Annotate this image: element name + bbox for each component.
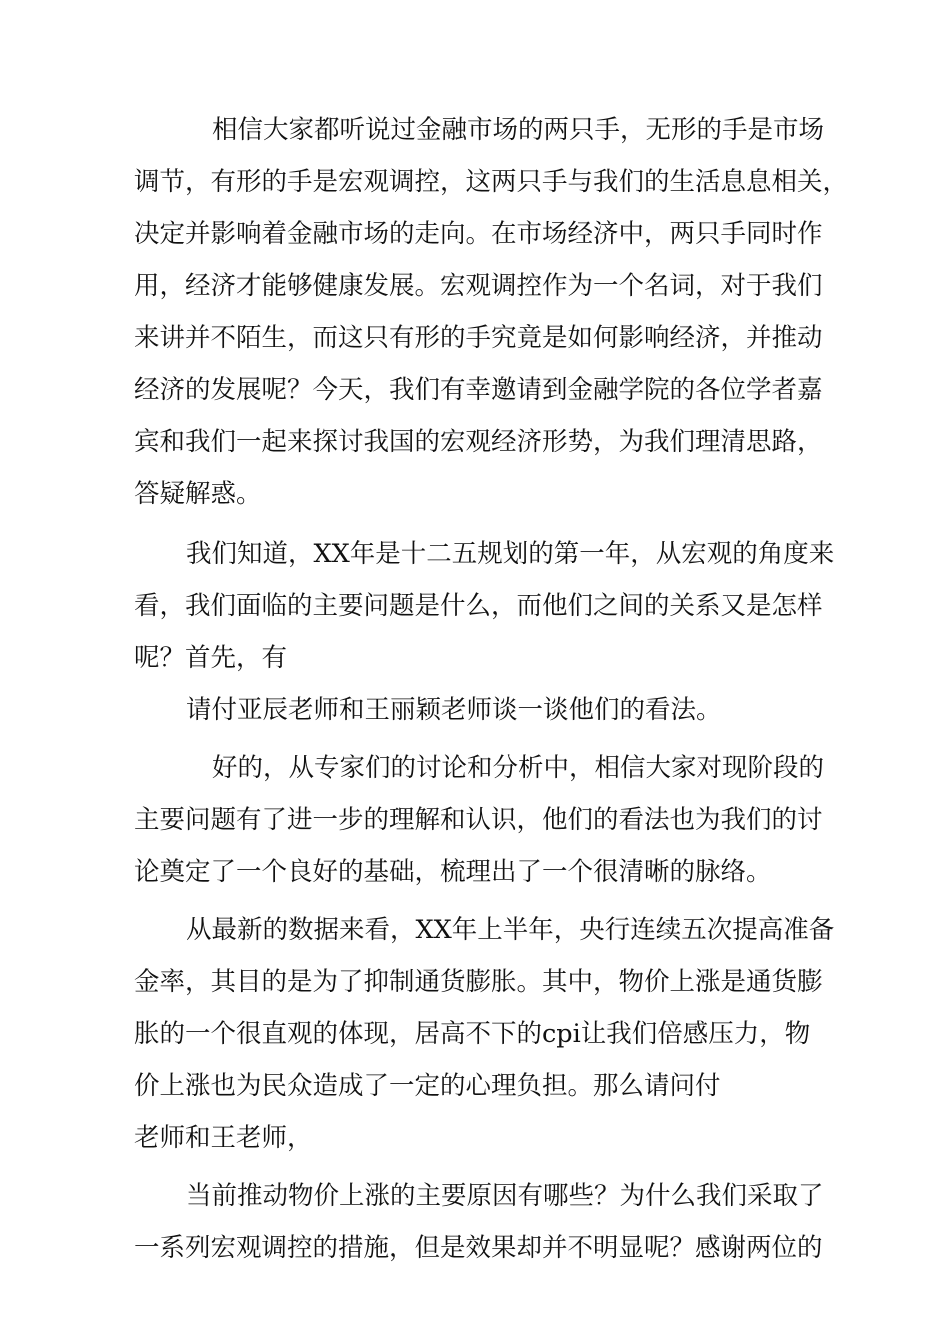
- paragraph-2-line-2: 看，我们面临的主要问题是什么，而他们之间的关系又是怎样: [134, 591, 823, 621]
- paragraph-1-line-6: 经济的发展呢？今天，我们有幸邀请到金融学院的各位学者嘉: [134, 375, 823, 405]
- paragraph-1-line-1: 相信大家都听说过金融市场的两只手，无形的手是市场: [212, 115, 825, 145]
- paragraph-1-line-3: 决定并影响着金融市场的走向。在市场经济中，两只手同时作: [134, 219, 823, 249]
- paragraph-1-line-5: 来讲并不陌生，而这只有形的手究竟是如何影响经济，并推动: [134, 323, 823, 353]
- paragraph-1-line-7: 宾和我们一起来探讨我国的宏观经济形势，为我们理清思路，: [134, 427, 823, 457]
- paragraph-6-line-1: 当前推动物价上涨的主要原因有哪些？为什么我们采取了: [186, 1181, 824, 1211]
- paragraph-1-line-8: 答疑解惑。: [134, 479, 262, 509]
- paragraph-4-line-2: 主要问题有了进一步的理解和认识，他们的看法也为我们的讨: [134, 805, 823, 835]
- paragraph-2-line-3: 呢？首先，有: [134, 643, 288, 673]
- paragraph-5-line-4: 价上涨也为民众造成了一定的心理负担。那么请问付: [134, 1071, 721, 1101]
- paragraph-1-line-4: 用，经济才能够健康发展。宏观调控作为一个名词，对于我们: [134, 271, 823, 301]
- paragraph-4-line-1: 好的，从专家们的讨论和分析中，相信大家对现阶段的: [212, 753, 825, 783]
- paragraph-4-line-3: 论奠定了一个良好的基础，梳理出了一个很清晰的脉络。: [134, 857, 772, 887]
- paragraph-5-line-3: 胀的一个很直观的体现，居高不下的cpi让我们倍感压力，物: [134, 1019, 811, 1049]
- paragraph-5-line-1: 从最新的数据来看，XX年上半年，央行连续五次提高准备: [186, 915, 835, 945]
- paragraph-5-line-2: 金率，其目的是为了抑制通货膨胀。其中，物价上涨是通货膨: [134, 967, 823, 997]
- paragraph-3-line-1: 请付亚辰老师和王丽颖老师谈一谈他们的看法。: [186, 695, 722, 725]
- paragraph-6-line-2: 一系列宏观调控的措施，但是效果却并不明显呢？感谢两位的: [134, 1233, 823, 1263]
- document-body: [134, 104, 849, 1274]
- paragraph-5-line-5: 老师和王老师，: [134, 1123, 313, 1153]
- paragraph-2-line-1: 我们知道，XX年是十二五规划的第一年，从宏观的角度来: [186, 539, 835, 569]
- paragraph-1-line-2: 调节，有形的手是宏观调控，这两只手与我们的生活息息相关，: [134, 167, 849, 197]
